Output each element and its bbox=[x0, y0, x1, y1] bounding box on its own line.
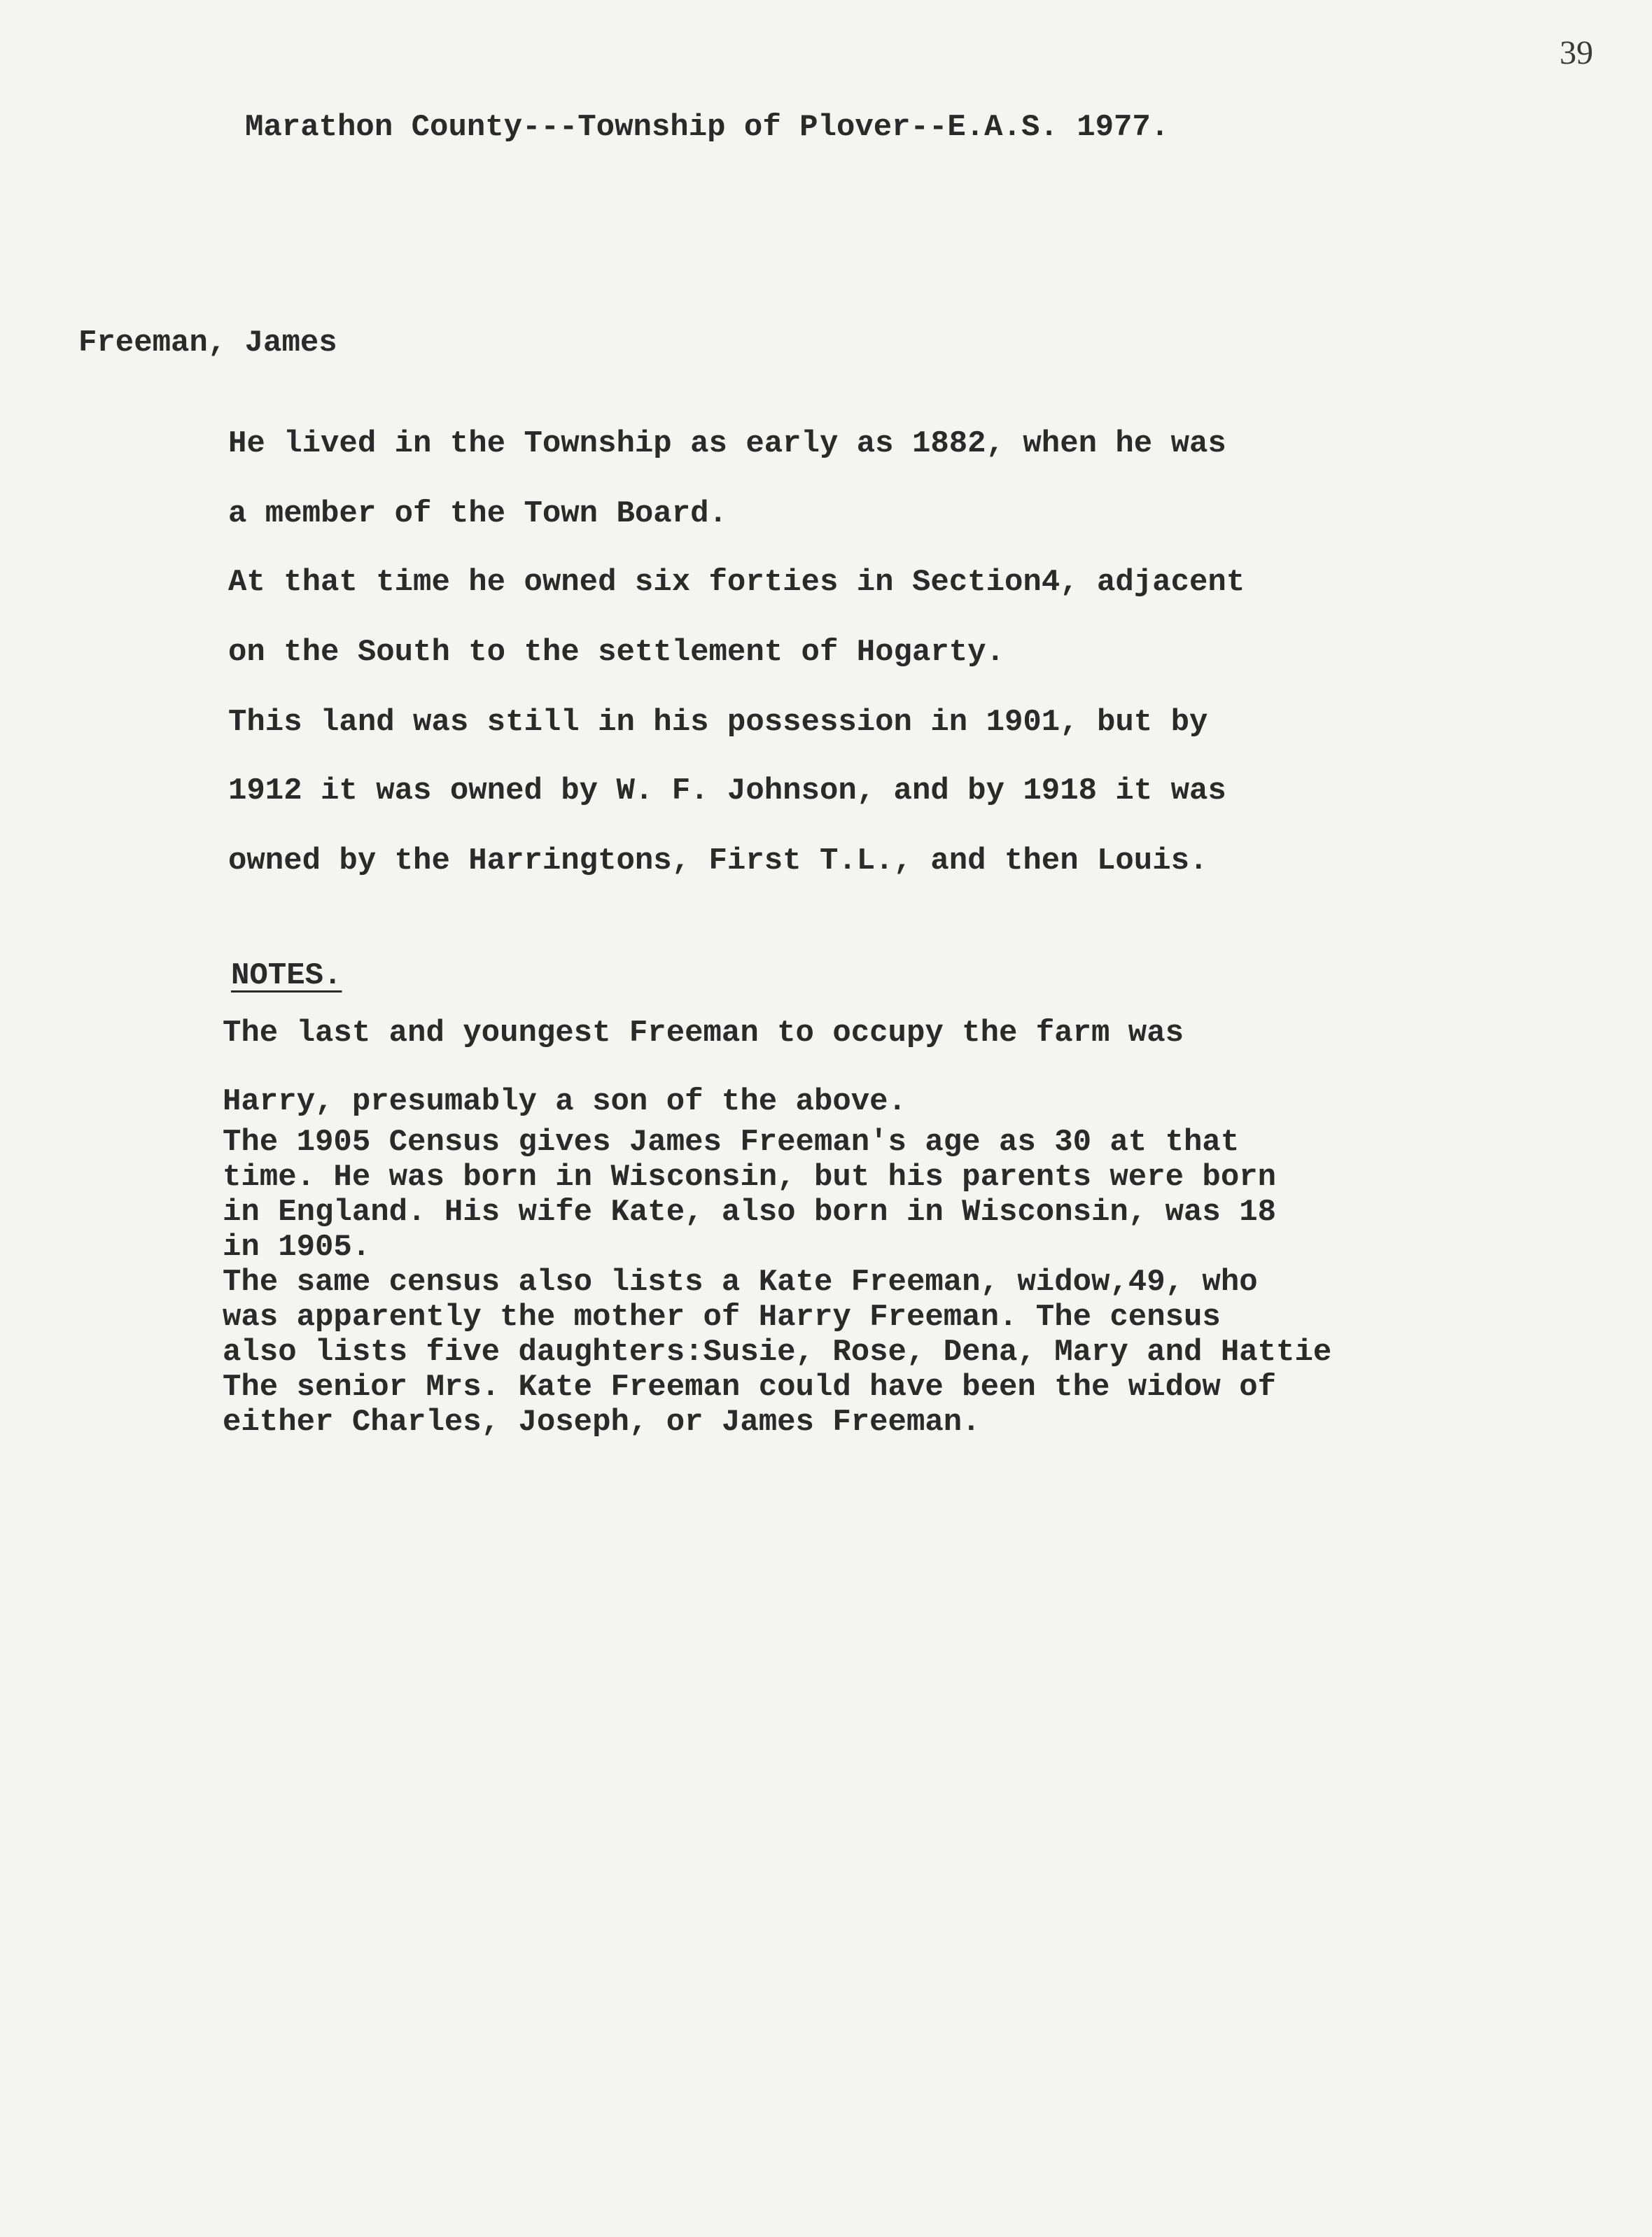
note-line: Harry, presumably a son of the above. bbox=[223, 1084, 906, 1119]
body-line: This land was still in his possession in 1901, but by bbox=[228, 705, 1208, 740]
page-number: 39 bbox=[1560, 34, 1593, 71]
body-line: owned by the Harringtons, First T.L., and then Louis. bbox=[228, 843, 1208, 878]
body-line: At that time he owned six forties in Section4, adjacent bbox=[228, 565, 1245, 600]
note-line: The same census also lists a Kate Freeman, widow,49, who bbox=[223, 1265, 1258, 1300]
note-line: also lists five daughters:Susie, Rose, Dena, Mary and Hattie bbox=[223, 1335, 1332, 1370]
note-line: in 1905. bbox=[223, 1230, 371, 1265]
body-line: 1912 it was owned by W. F. Johnson, and by 1918 it was bbox=[228, 773, 1226, 808]
note-line: time. He was born in Wisconsin, but his parents were born bbox=[223, 1160, 1277, 1195]
note-line: The senior Mrs. Kate Freeman could have been the widow of bbox=[223, 1370, 1277, 1405]
note-line: in England. His wife Kate, also born in Wisconsin, was 18 bbox=[223, 1195, 1277, 1230]
note-line: The last and youngest Freeman to occupy the farm was bbox=[223, 1016, 1184, 1051]
body-line: on the South to the settlement of Hogarty. bbox=[228, 635, 1004, 670]
note-line: The 1905 Census gives James Freeman's age as 30 at that bbox=[223, 1125, 1240, 1160]
notes-heading: NOTES. bbox=[231, 958, 342, 993]
note-line: was apparently the mother of Harry Freeman. The census bbox=[223, 1300, 1221, 1335]
note-line: either Charles, Joseph, or James Freeman. bbox=[223, 1405, 981, 1440]
document-heading: Marathon County---Township of Plover--E.A.S. 1977. bbox=[245, 110, 1170, 145]
body-line: a member of the Town Board. bbox=[228, 496, 727, 531]
entry-name: Freeman, James bbox=[78, 325, 337, 360]
body-line: He lived in the Township as early as 1882, when he was bbox=[228, 426, 1226, 461]
